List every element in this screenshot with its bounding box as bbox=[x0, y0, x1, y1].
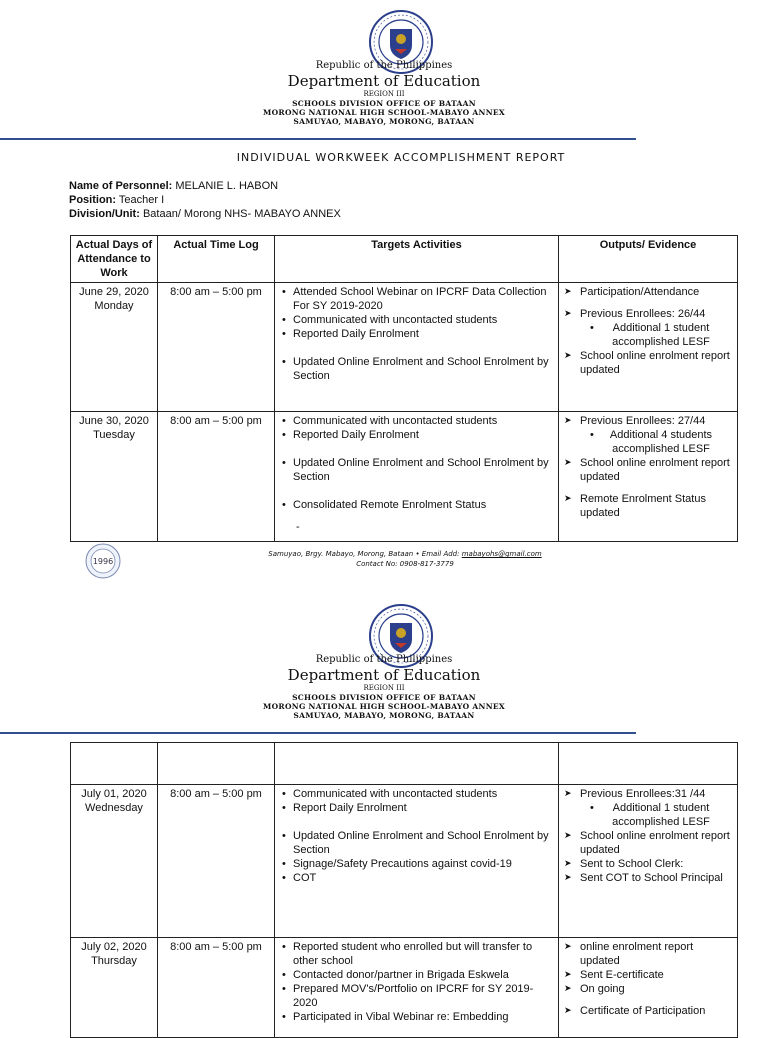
time-cell: 8:00 am – 5:00 pm bbox=[158, 938, 275, 1038]
dash-text: - bbox=[296, 521, 300, 533]
division-value: Bataan/ Morong NHS- MABAYO ANNEX bbox=[142, 208, 341, 220]
list-item: • Attended School Webinar on IPCRF Data Collection For SY 2019-2020 bbox=[293, 285, 555, 313]
school-name-text: MORONG NATIONAL HIGH SCHOOL-MABAYO ANNEX bbox=[262, 702, 505, 711]
footer-email-link[interactable]: mabayohs@gmail.com bbox=[461, 550, 542, 558]
footer-contact: Contact No: 0908-817-3779 bbox=[356, 560, 454, 568]
list-item: ➤ Sent to School Clerk: bbox=[580, 857, 734, 871]
date-cell bbox=[71, 283, 158, 412]
header-rule bbox=[0, 138, 636, 140]
list-item: • Signage/Safety Precautions against covid-19 bbox=[293, 857, 555, 871]
table-row bbox=[71, 938, 738, 1038]
footer bbox=[240, 549, 570, 569]
sub-item: • Additional 1 student accomplished LESF bbox=[562, 801, 734, 829]
region-text: REGION III bbox=[363, 90, 405, 98]
department-title: Department of Education bbox=[287, 666, 481, 684]
list-item: • Participated in Vibal Webinar re: Embedding bbox=[293, 1010, 555, 1024]
list-item: ➤ Certificate of Participation bbox=[580, 1004, 734, 1018]
date-text: June 29, 2020 bbox=[79, 286, 149, 298]
sub-item: • Additional 4 students accomplished LESF bbox=[562, 428, 734, 456]
header-outputs: Outputs/ Evidence bbox=[559, 236, 738, 283]
school-name-text: MORONG NATIONAL HIGH SCHOOL-MABAYO ANNEX bbox=[262, 108, 505, 117]
list-item: ➤ Sent E-certificate bbox=[580, 968, 734, 982]
republic-text: Republic of the Philippines bbox=[315, 654, 453, 665]
activities-cell bbox=[275, 283, 559, 412]
date-text: July 02, 2020 bbox=[81, 941, 147, 953]
list-item: ➤ School online enrolment report updated bbox=[580, 456, 734, 484]
name-label: Name of Personnel: bbox=[69, 180, 173, 192]
department-title: Department of Education bbox=[287, 72, 481, 90]
list-item: • Updated Online Enrolment and School Enrolment by Section bbox=[293, 355, 555, 383]
list-item: • Prepared MOV's/Portfolio on IPCRF for SY 2019-2020 bbox=[293, 982, 555, 1010]
position-value: Teacher I bbox=[118, 194, 165, 206]
list-item: ➤ Participation/Attendance bbox=[580, 285, 734, 299]
accomplishment-table-continued bbox=[70, 742, 738, 1038]
list-item: • Report Daily Enrolment bbox=[293, 801, 555, 815]
time-cell: 8:00 am – 5:00 pm bbox=[158, 283, 275, 412]
list-item: ➤ School online enrolment report updated bbox=[580, 349, 734, 377]
report-title: INDIVIDUAL WORKWEEK ACCOMPLISHMENT REPORT bbox=[236, 151, 566, 164]
list-item: • Communicated with uncontacted students bbox=[293, 313, 555, 327]
header-days: Actual Days of Attendance to Work bbox=[71, 236, 158, 283]
table-header-row bbox=[71, 743, 738, 785]
list-item: • Reported student who enrolled but will transfer to other school bbox=[293, 940, 555, 968]
date-cell bbox=[71, 412, 158, 542]
list-item: ➤ Previous Enrollees:31 /44 bbox=[580, 787, 734, 801]
list-item: • COT bbox=[293, 871, 555, 885]
header-activities: Targets Activities bbox=[275, 236, 559, 283]
list-item: ➤ online enrolment report updated bbox=[580, 940, 734, 968]
day-text: Wednesday bbox=[85, 802, 143, 814]
outputs-cell bbox=[559, 283, 738, 412]
table-row bbox=[71, 412, 738, 542]
time-cell: 8:00 am – 5:00 pm bbox=[158, 785, 275, 938]
list-item: • Contacted donor/partner in Brigada Eskwela bbox=[293, 968, 555, 982]
division-label: Division/Unit: bbox=[69, 208, 140, 220]
region-text: REGION III bbox=[363, 684, 405, 692]
seal-year: 1996 bbox=[92, 557, 114, 566]
list-item: • Communicated with uncontacted students bbox=[293, 414, 555, 428]
sub-item: • Additional 1 student accomplished LESF bbox=[562, 321, 734, 349]
table-row bbox=[71, 785, 738, 938]
table-row bbox=[71, 283, 738, 412]
republic-text: Republic of the Philippines bbox=[315, 60, 453, 71]
list-item: • Communicated with uncontacted students bbox=[293, 787, 555, 801]
day-text: Thursday bbox=[91, 955, 137, 967]
list-item: • Updated Online Enrolment and School Enrolment by Section bbox=[293, 456, 555, 484]
date-text: July 01, 2020 bbox=[81, 788, 147, 800]
outputs-cell bbox=[559, 785, 738, 938]
list-item: • Updated Online Enrolment and School Enrolment by Section bbox=[293, 829, 555, 857]
division-office-text: SCHOOLS DIVISION OFFICE OF BATAAN bbox=[292, 693, 476, 702]
date-cell bbox=[71, 785, 158, 938]
list-item: ➤ School online enrolment report updated bbox=[580, 829, 734, 857]
personnel-info bbox=[69, 179, 341, 221]
outputs-cell bbox=[559, 412, 738, 542]
letterhead bbox=[0, 654, 768, 720]
activities-cell bbox=[275, 412, 559, 542]
list-item: • Reported Daily Enrolment bbox=[293, 428, 555, 442]
list-item: ➤ Remote Enrolment Status updated bbox=[580, 492, 734, 520]
footer-address: Samuyao, Brgy. Mabayo, Morong, Bataan • Email Add: bbox=[268, 550, 462, 558]
list-item: • Consolidated Remote Enrolment Status bbox=[293, 498, 555, 512]
header-time-log: Actual Time Log bbox=[158, 236, 275, 283]
division-office-text: SCHOOLS DIVISION OFFICE OF BATAAN bbox=[292, 99, 476, 108]
day-text: Tuesday bbox=[93, 429, 135, 441]
school-address-text: SAMUYAO, MABAYO, MORONG, BATAAN bbox=[293, 711, 475, 720]
header-rule bbox=[0, 732, 636, 734]
list-item: ➤ On going bbox=[580, 982, 734, 996]
activities-cell bbox=[275, 938, 559, 1038]
letterhead bbox=[0, 60, 768, 126]
list-item: ➤ Previous Enrollees: 26/44 bbox=[580, 307, 734, 321]
time-cell: 8:00 am – 5:00 pm bbox=[158, 412, 275, 542]
school-address-text: SAMUYAO, MABAYO, MORONG, BATAAN bbox=[293, 117, 475, 126]
day-text: Monday bbox=[94, 300, 134, 312]
accomplishment-table bbox=[70, 235, 738, 542]
school-seal-icon bbox=[80, 543, 126, 579]
date-cell bbox=[71, 938, 158, 1038]
list-item: • Reported Daily Enrolment bbox=[293, 327, 555, 341]
list-item: ➤ Sent COT to School Principal bbox=[580, 871, 734, 885]
name-value: MELANIE L. HABON bbox=[175, 180, 279, 192]
list-item: ➤ Previous Enrollees: 27/44 bbox=[580, 414, 734, 428]
position-label: Position: bbox=[69, 194, 117, 206]
date-text: June 30, 2020 bbox=[79, 415, 149, 427]
activities-cell bbox=[275, 785, 559, 938]
table-header-row bbox=[71, 236, 738, 283]
outputs-cell bbox=[559, 938, 738, 1038]
